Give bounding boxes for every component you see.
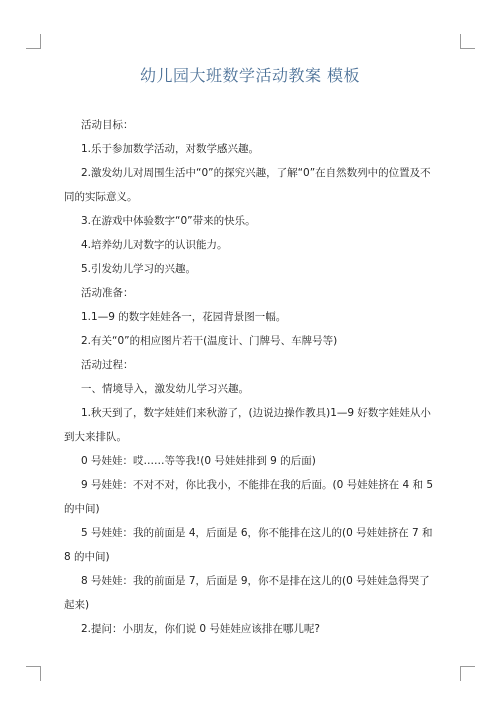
paragraph-process-1: 1.秋天到了，数字娃娃们来秋游了，(边说边操作教具)1—9 好数字娃娃从小到大来排队。: [64, 407, 431, 443]
paragraph-goal-2: 2.激发幼儿对周围生活中“0”的探究兴趣，了解“0”在自然数列中的位置及不同的实际意义。: [64, 167, 431, 203]
paragraph-goals-heading: 活动目标：: [81, 119, 134, 131]
crop-mark-bottom-left: [26, 666, 41, 681]
paragraph-goal-3: 3.在游戏中体验数字“0”带来的快乐。: [81, 215, 256, 227]
paragraph-prep-heading: 活动准备：: [81, 287, 134, 299]
document-body: [64, 113, 438, 641]
paragraph-prep-1: 1.1—9 的数字娃娃各一，花园背景图一幅。: [81, 311, 287, 323]
paragraph-dialog-5: 5 号娃娃：我的前面是 4，后面是 6，你不能排在这儿的(0 号娃娃挤在 7 和 8 的中间): [64, 527, 433, 563]
document-title: 幼儿园大班数学活动教案 模板: [139, 66, 361, 85]
paragraph-prep-2: 2.有关“0”的相应图片若干(温度计、门牌号、车牌号等): [81, 335, 338, 347]
crop-mark-top-right: [460, 34, 475, 49]
paragraph-process-step-1: 一、情境导入，激发幼儿学习兴趣。: [81, 383, 249, 395]
paragraph-goal-5: 5.引发幼儿学习的兴趣。: [81, 263, 197, 275]
paragraph-dialog-8: 8 号娃娃：我的前面是 7，后面是 9，你不是排在这儿的(0 号娃娃急得哭了起来): [64, 575, 430, 611]
paragraph-dialog-9: 9 号娃娃：不对不对，你比我小，不能排在我的后面。(0 号娃娃挤在 4 和 5 的中间): [64, 479, 434, 515]
paragraph-process-heading: 活动过程：: [81, 359, 134, 371]
paragraph-dialog-0: 0 号娃娃：哎……等等我!(0 号娃娃排到 9 的后面): [81, 455, 316, 467]
crop-mark-top-left: [26, 34, 41, 49]
paragraph-question: 2.提问：小朋友，你们说 0 号娃娃应该排在哪儿呢?: [81, 623, 320, 635]
crop-mark-bottom-right: [460, 666, 475, 681]
paragraph-goal-4: 4.培养幼儿对数字的认识能力。: [81, 239, 228, 251]
paragraph-goal-1: 1.乐于参加数学活动，对数学感兴趣。: [81, 143, 260, 155]
